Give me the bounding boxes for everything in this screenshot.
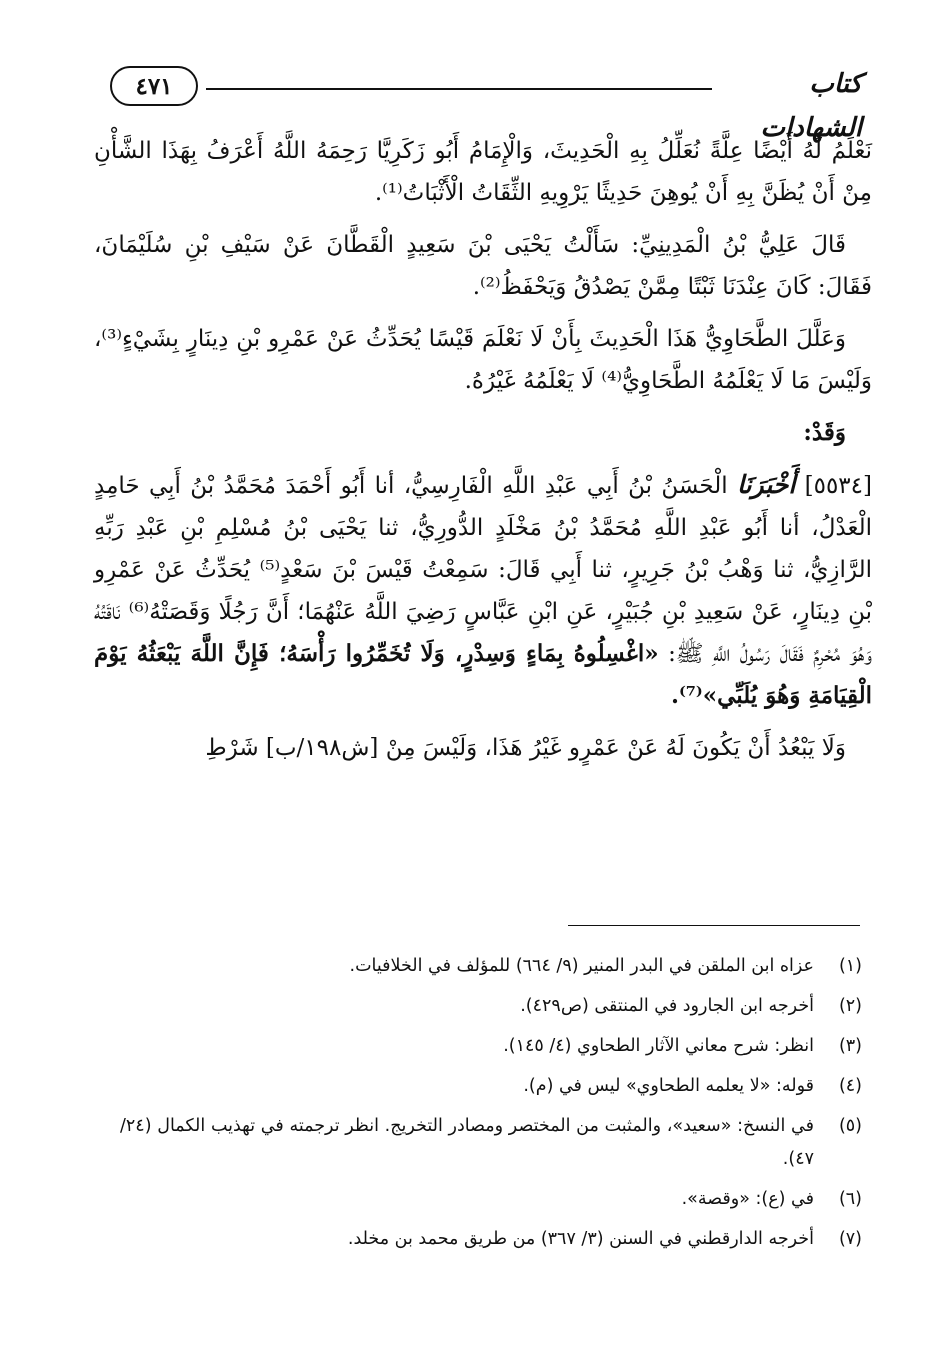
hadith-number: [٥٥٣٤] — [804, 473, 872, 499]
footnote-text: في النسخ: «سعيد»، والمثبت من المختصر ومصادر التخريج. انظر ترجمته في تهذيب الكمال (٢٤/ ٤٧). — [120, 1116, 814, 1169]
footnote-text: أخرجه ابن الجارود في المنتقى (ص٤٢٩). — [520, 996, 814, 1016]
footnote-text: أخرجه الدارقطني في السنن (٣/ ٣٦٧) من طريق محمد بن مخلد. — [347, 1229, 814, 1249]
footnote-item — [120, 990, 862, 1023]
footnote-number: (٧) — [838, 1229, 862, 1249]
paragraph-1: نَعْلَمُ لَهُ أَيْضًا عِلَّةً نُعَلِّلُ بِهِ الْحَدِيثَ، وَالْإِمَامُ أَبُو زَكَرِيَّا رَحِمَهُ اللَّهُ أَعْرَفُ بِهَذَا الشَّأْنِ مِنْ أَنْ يُظَنَّ بِهِ أَنْ يُوهِنَ حَدِيثًا يَرْوِيهِ الثِّقَاتُ الْأَثْبَاتُ⁽¹⁾. — [94, 138, 872, 206]
main-text — [94, 130, 872, 779]
footnote-number: (١) — [838, 956, 862, 976]
book-title: كتاب الشهادات — [760, 69, 862, 143]
footnote-text: عزاه ابن الملقن في البدر المنير (٩/ ٦٦٤) للمؤلف في الخلافيات. — [349, 956, 814, 976]
footnote-item — [120, 1030, 862, 1063]
footnotes — [120, 950, 862, 1263]
paragraph-6: وَلَا يَبْعُدُ أَنْ يَكُونَ لَهُ عَنْ عَمْرٍو غَيْرُ هَذَا، وَلَيْسَ مِنْ [ش١٩٨/ب] شَرْطِ — [205, 735, 846, 761]
footnote-text: في (ع): «وقصة». — [681, 1189, 814, 1209]
page-number: ٤٧١ — [110, 66, 198, 106]
footnote-item — [120, 1110, 862, 1176]
footnote-divider — [568, 925, 860, 926]
footnote-item — [120, 950, 862, 983]
paragraph-3: وَعَلَّلَ الطَّحَاوِيُّ هَذَا الْحَدِيثَ بِأَنْ لَا نَعْلَمَ قَيْسًا يُحَدِّثُ عَنْ عَمْرِو بْنِ دِينَارٍ بِشَيْءٍ⁽³⁾، وَلَيْسَ مَا لَا يَعْلَمُهُ الطَّحَاوِيُّ⁽⁴⁾ لَا يَعْلَمُهُ غَيْرُهُ. — [94, 326, 872, 394]
footnote-number: (٢) — [838, 996, 862, 1016]
footnote-number: (٦) — [838, 1189, 862, 1209]
footnote-item — [120, 1223, 862, 1256]
footnote-text: انظر: شرح معاني الآثار الطحاوي (٤/ ١٤٥). — [503, 1036, 814, 1056]
footnote-number: (٣) — [838, 1036, 862, 1056]
footnote-number: (٤) — [838, 1076, 862, 1096]
page-header — [110, 62, 862, 143]
footnote-number: (٥) — [838, 1116, 862, 1136]
hadith-paragraph — [94, 464, 872, 717]
narration-word: أَخْبَرَنَا — [736, 470, 796, 499]
hadith-chain: الْحَسَنُ بْنُ أَبِي عَبْدِ اللَّهِ الْفَارِسِيُّ، أنا أَبُو أَحْمَدَ مُحَمَّدُ بْنُ أَبِي حَامِدٍ الْعَدْلُ، أنا أَبُو عَبْدِ اللَّهِ مُحَمَّدُ بْنُ مَخْلَدٍ الدُّورِيُّ، ثنا يَحْيَى بْنُ مُسْلِمِ بْنِ عَبْدِ رَبِّهِ الرَّازِيُّ، ثنا وَهْبُ بْنُ جَرِيرٍ، ثنا أَبِي قَالَ: سَمِعْتُ قَيْسَ بْنَ سَعْدٍ⁽⁵⁾ يُحَدِّثُ عَنْ عَمْرِو بْنِ دِينَارٍ، عَنْ سَعِيدِ بْنِ جُبَيْرٍ، عَنِ ابْنِ عَبَّاسٍ رَضِيَ اللَّهُ عَنْهُمَا؛ أَنَّ رَجُلًا وَقَصَتْهُ⁽⁶⁾ نَاقَتُهُ وَهُوَ مُحْرِمٌ فَقَالَ رَسُولُ اللَّهِ ﷺ: — [94, 473, 873, 667]
header-rule — [206, 88, 712, 90]
hadith-text: «اغْسِلُوهُ بِمَاءٍ وَسِدْرٍ، وَلَا تُخَمِّرُوا رَأْسَهُ؛ فَإِنَّ اللَّهَ يَبْعَثُهُ يَوْمَ الْقِيَامَةِ وَهُوَ يُلَبِّي»⁽⁷⁾. — [94, 640, 872, 709]
footnote-item — [120, 1070, 862, 1103]
paragraph-2: قَالَ عَلِيُّ بْنُ الْمَدِينِيِّ: سَأَلْتُ يَحْيَى بْنَ سَعِيدٍ الْقَطَّانَ عَنْ سَيْفِ بْنِ سُلَيْمَانَ، فَقَالَ: كَانَ عِنْدَنَا ثَبْتًا مِمَّنْ يَصْدُقُ وَيَحْفَظُ⁽²⁾. — [94, 232, 872, 300]
paragraph-4: وَقَدْ: — [803, 419, 846, 446]
footnote-text: قوله: «لا يعلمه الطحاوي» ليس في (م). — [523, 1076, 814, 1096]
footnote-item — [120, 1183, 862, 1216]
